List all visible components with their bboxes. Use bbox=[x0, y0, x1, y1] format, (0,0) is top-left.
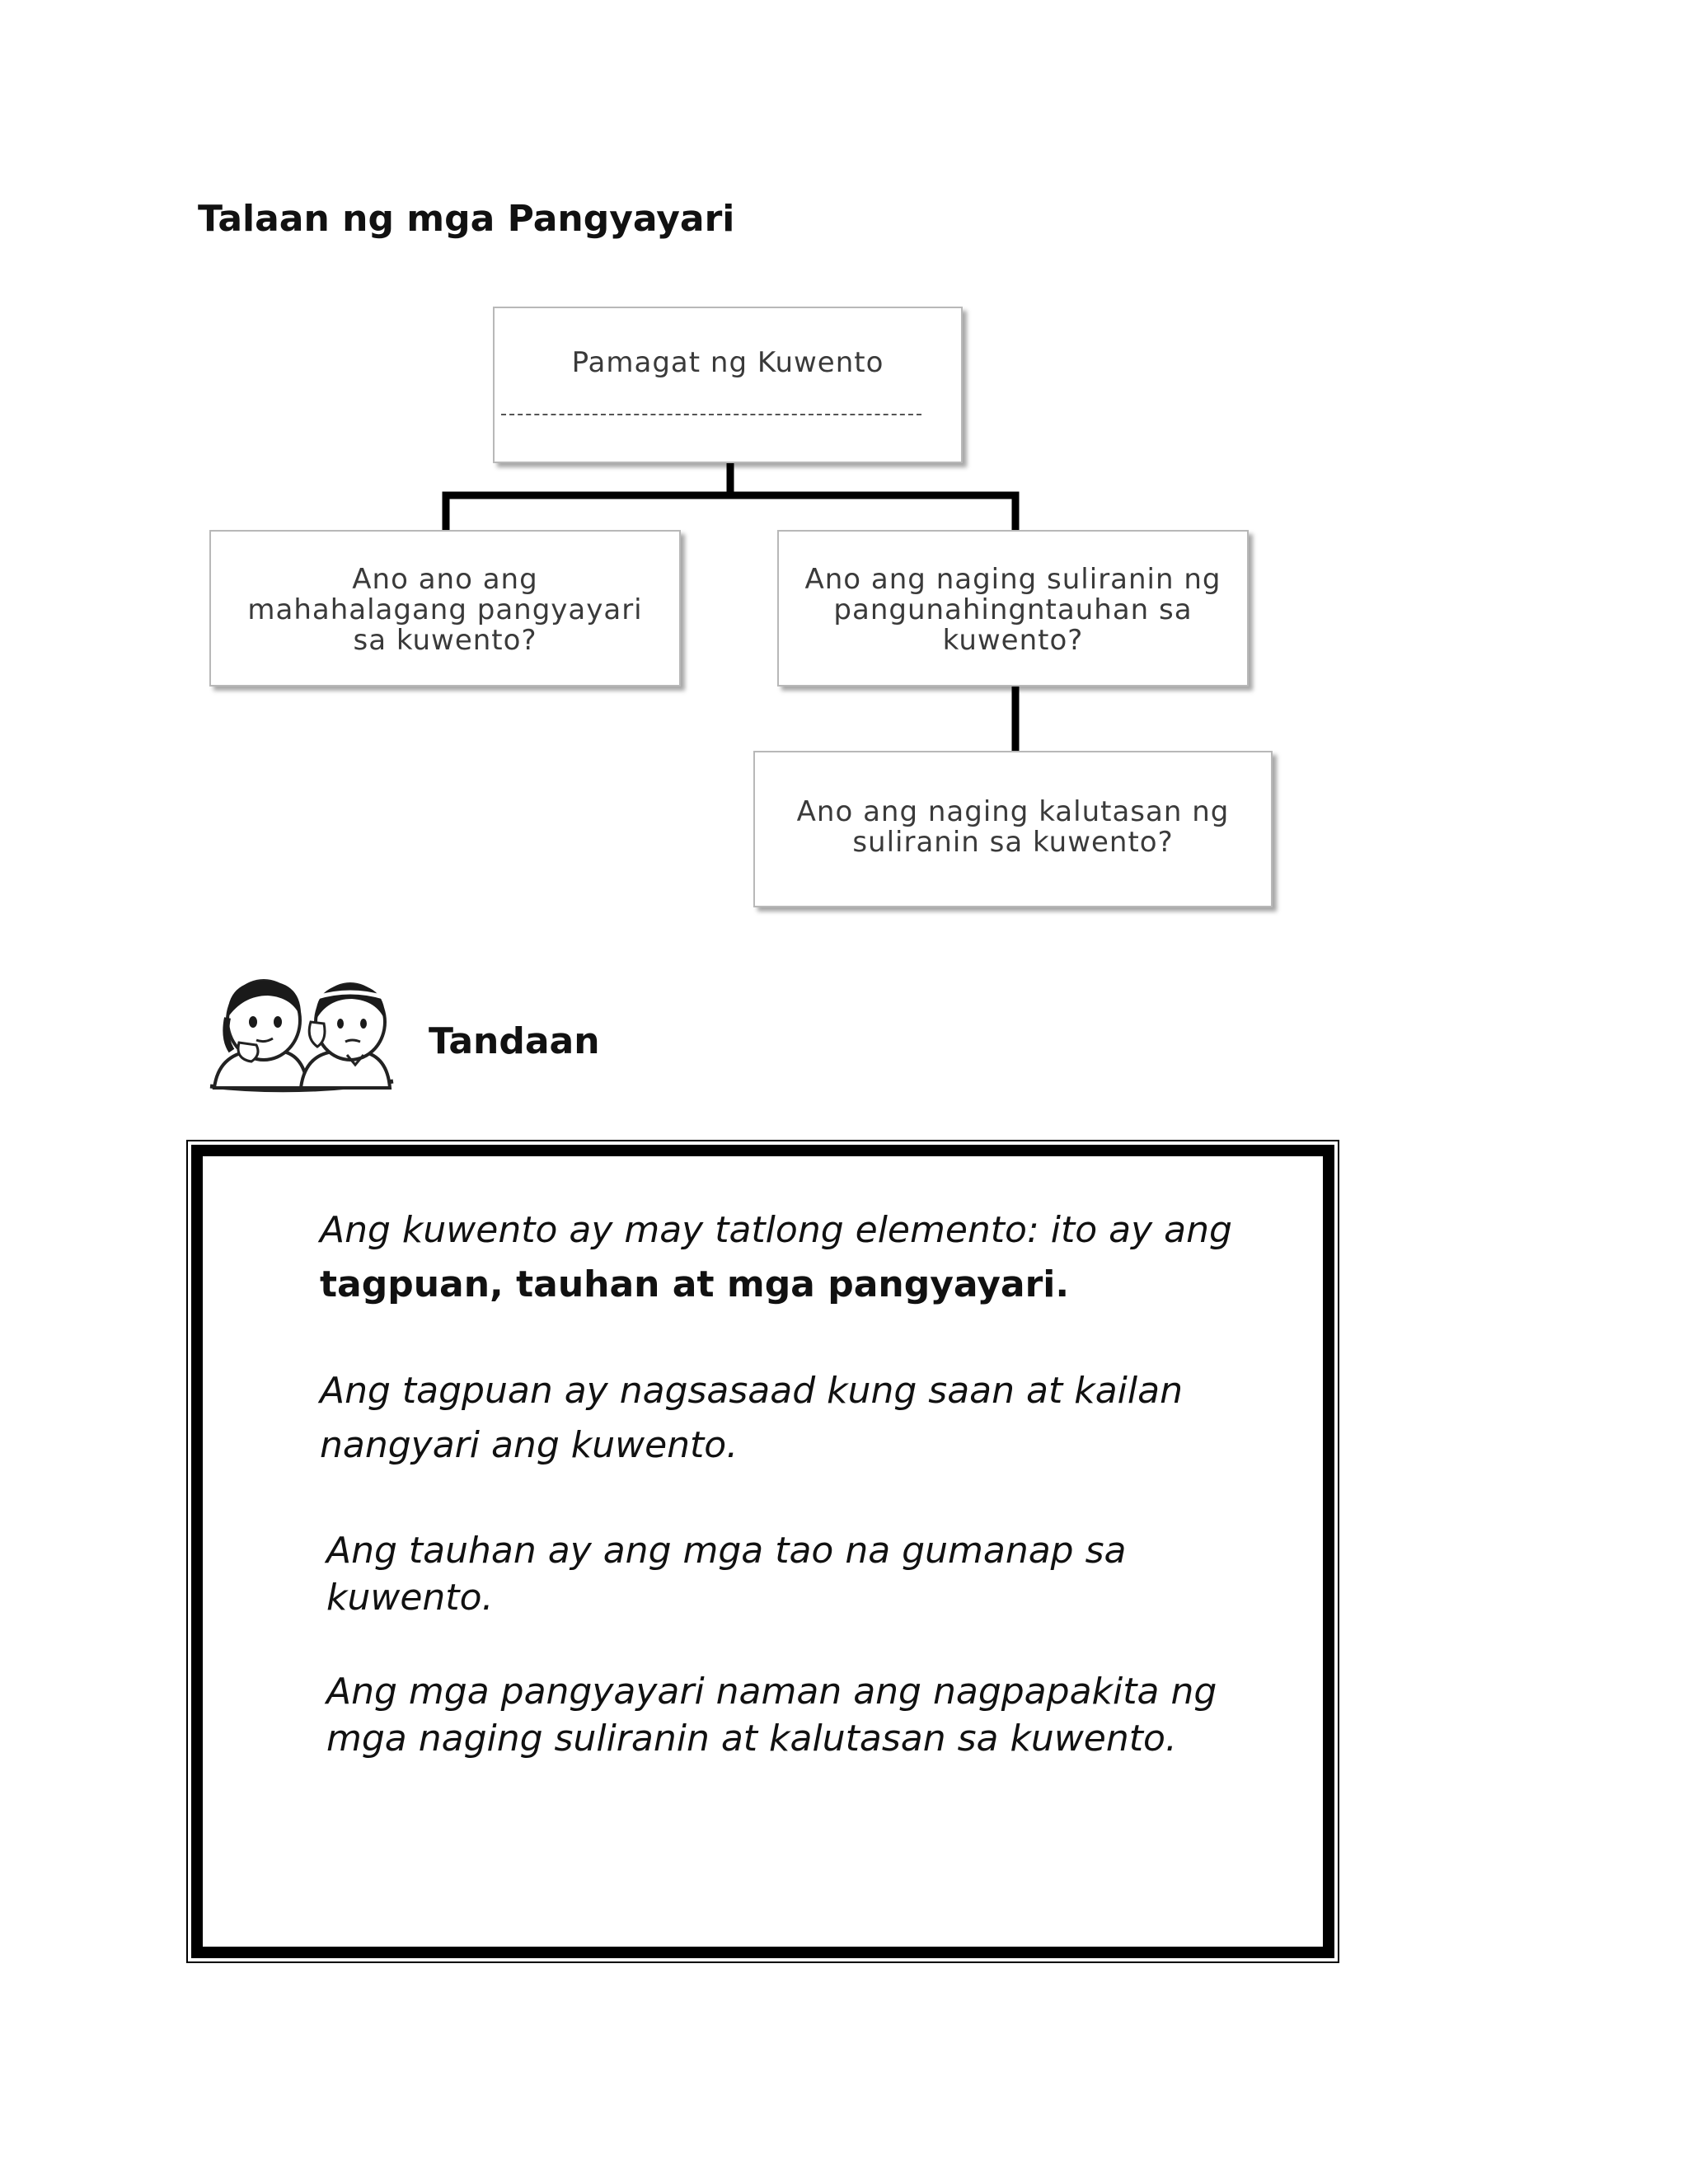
paragraph-line: Ang tauhan ay ang mga tao na gumanap sa bbox=[326, 1530, 1127, 1572]
section-title: Talaan ng mga Pangyayari bbox=[198, 198, 735, 240]
paragraph-line: Ang mga pangyayari naman ang nagpapakita ng bbox=[326, 1671, 1217, 1713]
diagram-node-events bbox=[209, 530, 681, 687]
two-children-thinking-icon bbox=[202, 972, 400, 1096]
remember-paragraph-setting bbox=[320, 1364, 1183, 1473]
events-question: Ano ano ang mahahalagang pangyayari sa kuwento? bbox=[247, 563, 643, 657]
remember-paragraph-elements bbox=[320, 1203, 1232, 1312]
paragraph-bold-line: tagpuan, tauhan at mga pangyayari. bbox=[320, 1263, 1070, 1305]
diagram-node-title bbox=[493, 307, 963, 463]
paragraph-line: nangyari ang kuwento. bbox=[320, 1424, 738, 1466]
paragraph-line: Ang kuwento ay may tatlong elemento: ito ay ang bbox=[320, 1209, 1232, 1251]
problem-question: Ano ang naging suliranin ng pangunahingntauhan sa kuwento? bbox=[804, 563, 1221, 657]
solution-question: Ano ang naging kalutasan ng suliranin sa kuwento? bbox=[796, 795, 1230, 859]
paragraph-line: mga naging suliranin at kalutasan sa kuwento. bbox=[326, 1718, 1177, 1760]
remember-paragraph-events bbox=[326, 1668, 1217, 1762]
paragraph-line: Ang tagpuan ay nagsasaad kung saan at kailan bbox=[320, 1370, 1183, 1412]
diagram-node-solution bbox=[753, 751, 1273, 907]
story-title-label: Pamagat ng Kuwento bbox=[571, 346, 884, 379]
diagram-node-problem bbox=[777, 530, 1249, 687]
tandaan-title: Tandaan bbox=[429, 1020, 600, 1062]
remember-paragraph-characters bbox=[326, 1527, 1126, 1621]
story-title-blank-line[interactable] bbox=[501, 414, 921, 415]
paragraph-line: kuwento. bbox=[326, 1577, 494, 1619]
